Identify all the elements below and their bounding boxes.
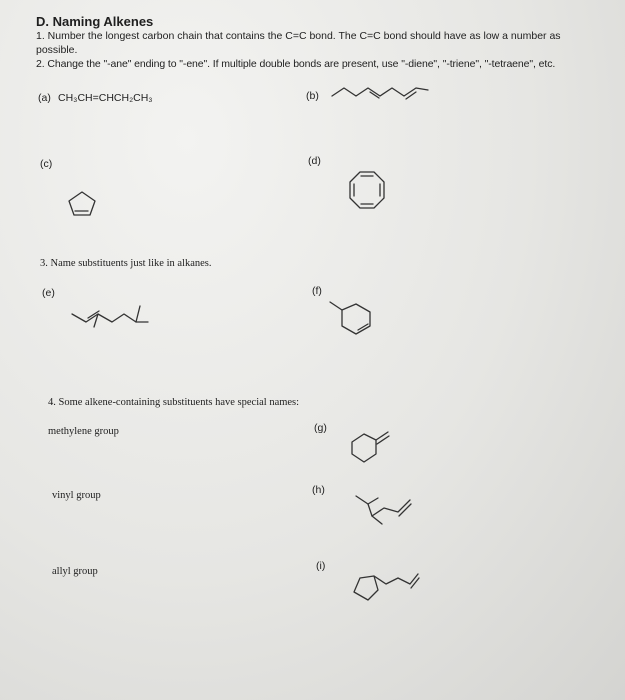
rule-1-continued: possible. xyxy=(36,44,78,56)
item-h-label: (h) xyxy=(312,484,325,496)
item-d-label: (d) xyxy=(308,155,321,167)
item-g-label: (g) xyxy=(314,422,327,434)
structure-i-allylcyclopentane xyxy=(352,568,420,604)
item-a-formula: CH₃CH=CHCH₂CH₃ xyxy=(58,92,153,104)
methylene-group-label: methylene group xyxy=(48,426,119,437)
section-3-title: 3. Name substituents just like in alkanes. xyxy=(40,258,212,269)
rule-1: 1. Number the longest carbon chain that contains the C=C bond. The C=C bond should have as low a number as xyxy=(36,30,561,42)
rule-2: 2. Change the "-ane" ending to "-ene". If multiple double bonds are present, use "-diene", "-triene", "-tetraene", etc. xyxy=(36,58,556,70)
structure-g-methylenecyclohexane xyxy=(348,428,392,468)
vinyl-group-label: vinyl group xyxy=(52,490,101,501)
structure-d-cyclooctatetraene xyxy=(346,170,388,214)
section-heading: D. Naming Alkenes xyxy=(36,14,154,29)
item-i-label: (i) xyxy=(316,560,326,572)
item-c-label: (c) xyxy=(40,158,53,170)
structure-e-substituted-alkene xyxy=(70,298,155,330)
structure-f-methylcyclohexene xyxy=(328,300,378,338)
item-e-label: (e) xyxy=(42,287,55,299)
section-4-title: 4. Some alkene-containing substituents have special names: xyxy=(48,397,300,408)
structure-b-diene xyxy=(330,80,430,102)
structure-h-vinyl-compound xyxy=(354,494,414,530)
allyl-group-label: allyl group xyxy=(52,566,98,577)
item-f-label: (f) xyxy=(312,285,322,297)
item-a-label: (a) xyxy=(38,92,51,104)
structure-c-cyclopentene xyxy=(68,190,98,218)
item-b-label: (b) xyxy=(306,90,319,102)
